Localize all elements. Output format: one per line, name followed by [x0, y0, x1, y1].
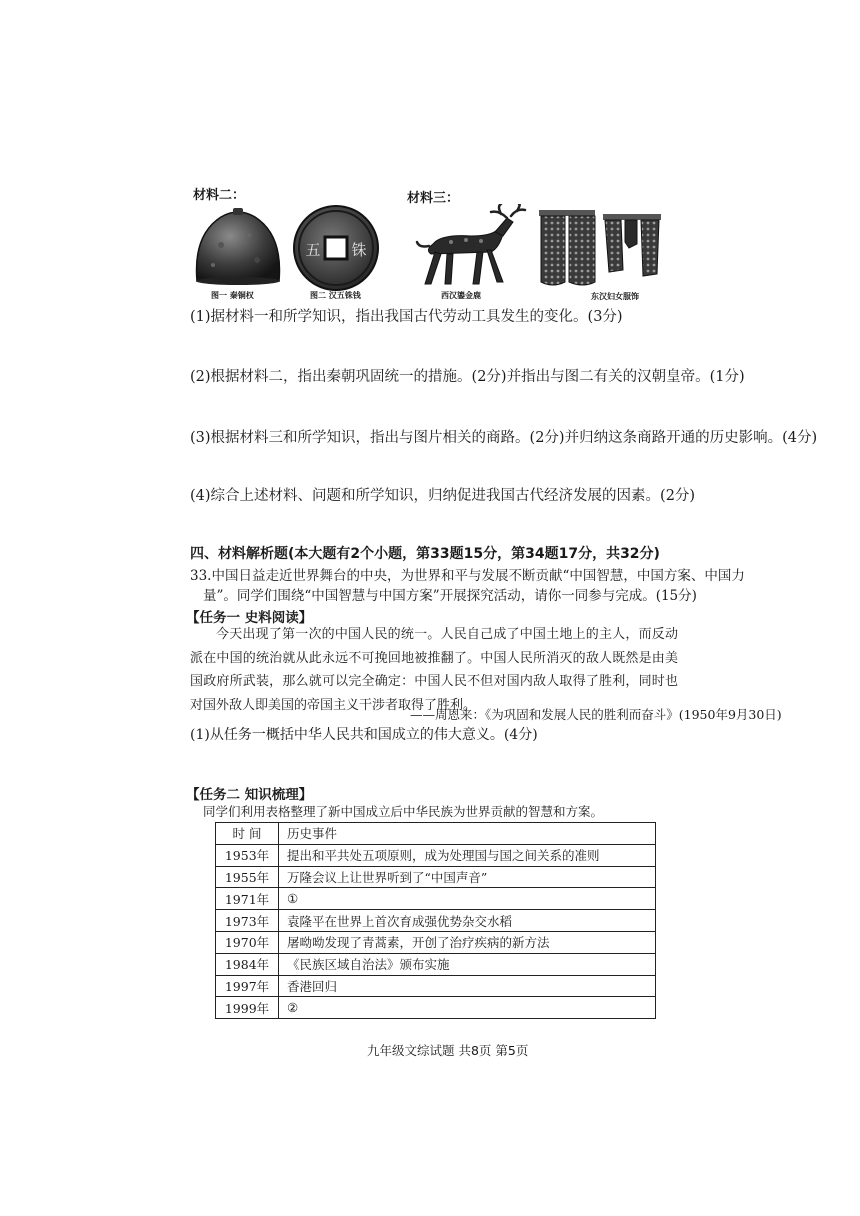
fig1-caption: 图一 秦铜权	[211, 291, 254, 300]
row-event: 万隆会议上让世界听到了“中国声音”	[279, 866, 656, 888]
header-time: 时 间	[216, 823, 279, 845]
table-row	[216, 844, 656, 866]
eastern-han-garment-image	[537, 208, 661, 288]
row-event: 香港回归	[279, 975, 656, 997]
task1-passage	[190, 623, 678, 717]
task2-title: 【任务二 知识梳理】	[186, 787, 313, 803]
table-row	[216, 910, 656, 932]
row-event-blank-2: ②	[279, 997, 656, 1019]
row-event: 《民族区域自治法》颁布实施	[279, 953, 656, 975]
row-event: 屠呦呦发现了青蒿素，开创了治疗疾病的新方法	[279, 931, 656, 953]
q33-line-1: 33.中国日益走近世界舞台的中央，为世界和平与发展不断贡献“中国智慧，中国方案、中国力	[190, 568, 745, 584]
task1-passage-text: 今天出现了第一次的中国人民的统一。人民自己成了中国土地上的主人，而反动派在中国的统治就从此永远不可挽回地被推翻了。中国人民所消灭的敌人既然是由美国政府所武装，那么就可以完全确定：中国人民不但对国内敌人取得了胜利，同时也对国外敌人即美国的帝国主义干涉者取得了胜利。	[190, 627, 678, 713]
row-year: 1973年	[216, 910, 279, 932]
row-year: 1997年	[216, 975, 279, 997]
row-year: 1999年	[216, 997, 279, 1019]
material3-label: 材料三：	[407, 191, 460, 206]
row-year: 1955年	[216, 866, 279, 888]
table-row	[216, 953, 656, 975]
row-year: 1970年	[216, 931, 279, 953]
coin-char-right: 铢	[351, 241, 367, 259]
task1-question: (1)从任务一概括中华人民共和国成立的伟大意义。(4分)	[190, 727, 538, 743]
table-row	[216, 888, 656, 910]
question-32-1: (1)据材料一和所学知识，指出我国古代劳动工具发生的变化。(3分)	[190, 309, 623, 325]
gilt-deer-image	[411, 204, 527, 288]
task1-title: 【任务一 史料阅读】	[186, 610, 313, 626]
fig2-caption: 图二 汉五铢钱	[310, 291, 361, 300]
table-row	[216, 931, 656, 953]
han-wuzhu-coin-image	[291, 203, 381, 293]
contributions-table	[215, 822, 656, 1019]
fig3-caption: 西汉鎏金鹿	[441, 291, 481, 300]
coin-char-left: 五	[305, 241, 321, 259]
row-year: 1984年	[216, 953, 279, 975]
page-footer: 九年级文综试题 共8页 第5页	[367, 1043, 529, 1058]
task2-intro: 同学们利用表格整理了新中国成立后中华民族为世界贡献的智慧和方案。	[203, 804, 604, 819]
row-year: 1953年	[216, 844, 279, 866]
material2-label: 材料二：	[193, 188, 246, 203]
row-event: 袁隆平在世界上首次育成强优势杂交水稻	[279, 910, 656, 932]
table-row	[216, 866, 656, 888]
header-event: 历史事件	[279, 823, 656, 845]
task1-source: ——周恩来：《为巩固和发展人民的胜利而奋斗》(1950年9月30日)	[410, 707, 782, 722]
row-year: 1971年	[216, 888, 279, 910]
qin-bronze-weight-image	[191, 205, 285, 287]
q33-line-2: 量”。同学们围绕“中国智慧与中国方案”开展探究活动，请你一同参与完成。(15分)	[203, 588, 697, 604]
question-32-2: (2)根据材料二，指出秦朝巩固统一的措施。(2分)并指出与图二有关的汉朝皇帝。(1分)	[190, 369, 745, 385]
table-header-row	[216, 823, 656, 845]
row-event-blank-1: ①	[279, 888, 656, 910]
question-32-4: (4)综合上述材料、问题和所学知识，归纳促进我国古代经济发展的因素。(2分)	[190, 488, 696, 504]
fig4-caption: 东汉妇女服饰	[591, 292, 639, 301]
table-row	[216, 975, 656, 997]
row-event: 提出和平共处五项原则，成为处理国与国之间关系的准则	[279, 844, 656, 866]
table-row	[216, 997, 656, 1019]
question-32-3: (3)根据材料三和所学知识，指出与图片相关的商路。(2分)并归纳这条商路开通的历史影响。(4分)	[190, 430, 818, 446]
section4-title: 四、材料解析题(本大题有2个小题，第33题15分，第34题17分，共32分)	[190, 546, 660, 562]
